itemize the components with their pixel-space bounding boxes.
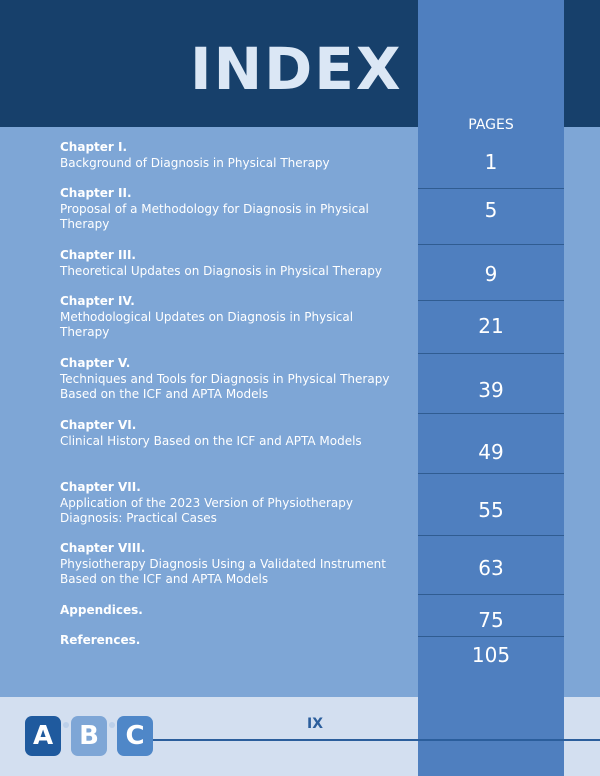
toc-entry-chapter-5[interactable] [60,356,405,403]
divider [418,353,564,354]
chapter-title: Chapter VI. [60,418,137,432]
toc-entry-appendices[interactable] [60,603,405,619]
logo-letter-c: C [117,716,153,756]
chapter-title: Chapter VII. [60,480,141,494]
abc-logo [25,716,155,758]
page-number-chapter-6[interactable]: 49 [478,440,504,464]
page-number-chapter-2[interactable]: 5 [484,198,498,222]
chapter-description: Physiotherapy Diagnosis Using a Validated Instrument Based on the ICF and APTA Models [60,556,386,586]
page-number-references[interactable]: 105 [471,643,511,667]
divider [418,244,564,245]
chapter-description: Proposal of a Methodology for Diagnosis in Physical Therapy [60,201,369,231]
chapter-description: Methodological Updates on Diagnosis in Physical Therapy [60,309,354,339]
chapter-description: Background of Diagnosis in Physical Therapy [60,155,330,170]
toc-entry-references[interactable] [60,633,405,649]
toc-entry-chapter-7[interactable] [60,480,405,527]
chapter-description: Theoretical Updates on Diagnosis in Physical Therapy [60,263,382,278]
divider [418,535,564,536]
chapter-title: Chapter IV. [60,294,135,308]
divider [418,636,564,637]
divider [418,413,564,414]
page-title: INDEX [190,35,403,103]
chapter-description: Techniques and Tools for Diagnosis in Physical Therapy Based on the ICF and APTA Models [60,371,390,401]
chapter-title: References. [60,633,141,647]
logo-letter-a: A [25,716,61,756]
logo-letter-b: B [71,716,107,756]
chapter-title: Chapter III. [60,248,136,262]
logo-dot [63,722,69,728]
chapter-title: Appendices. [60,603,143,617]
toc-entry-chapter-2[interactable] [60,186,405,233]
chapter-title: Chapter VIII. [60,541,146,555]
page-number-chapter-4[interactable]: 21 [478,314,504,338]
chapter-title: Chapter V. [60,356,131,370]
divider [418,473,564,474]
page-number-chapter-7[interactable]: 55 [478,498,504,522]
toc-entry-chapter-6[interactable] [60,418,405,449]
logo-dot [109,722,115,728]
page-number-chapter-8[interactable]: 63 [478,556,504,580]
footer-rule [152,739,600,741]
chapter-description: Clinical History Based on the ICF and APTA Models [60,433,362,448]
pages-column-header: PAGES [468,117,514,133]
page-number-chapter-1[interactable]: 1 [484,150,498,174]
divider [418,188,564,189]
chapter-title: Chapter II. [60,186,132,200]
page-number-chapter-3[interactable]: 9 [484,262,498,286]
divider [418,594,564,595]
page-number: IX [306,716,323,732]
divider [418,300,564,301]
page-number-chapter-5[interactable]: 39 [478,378,504,402]
toc-entry-chapter-3[interactable] [60,248,405,279]
toc-entry-chapter-1[interactable] [60,140,405,171]
pages-column-footer [418,697,564,776]
chapter-title: Chapter I. [60,140,128,154]
toc-entry-chapter-8[interactable] [60,541,405,588]
toc-entry-chapter-4[interactable] [60,294,405,341]
chapter-description: Application of the 2023 Version of Physiotherapy Diagnosis: Practical Cases [60,495,353,525]
page-number-appendices[interactable]: 75 [478,608,504,632]
